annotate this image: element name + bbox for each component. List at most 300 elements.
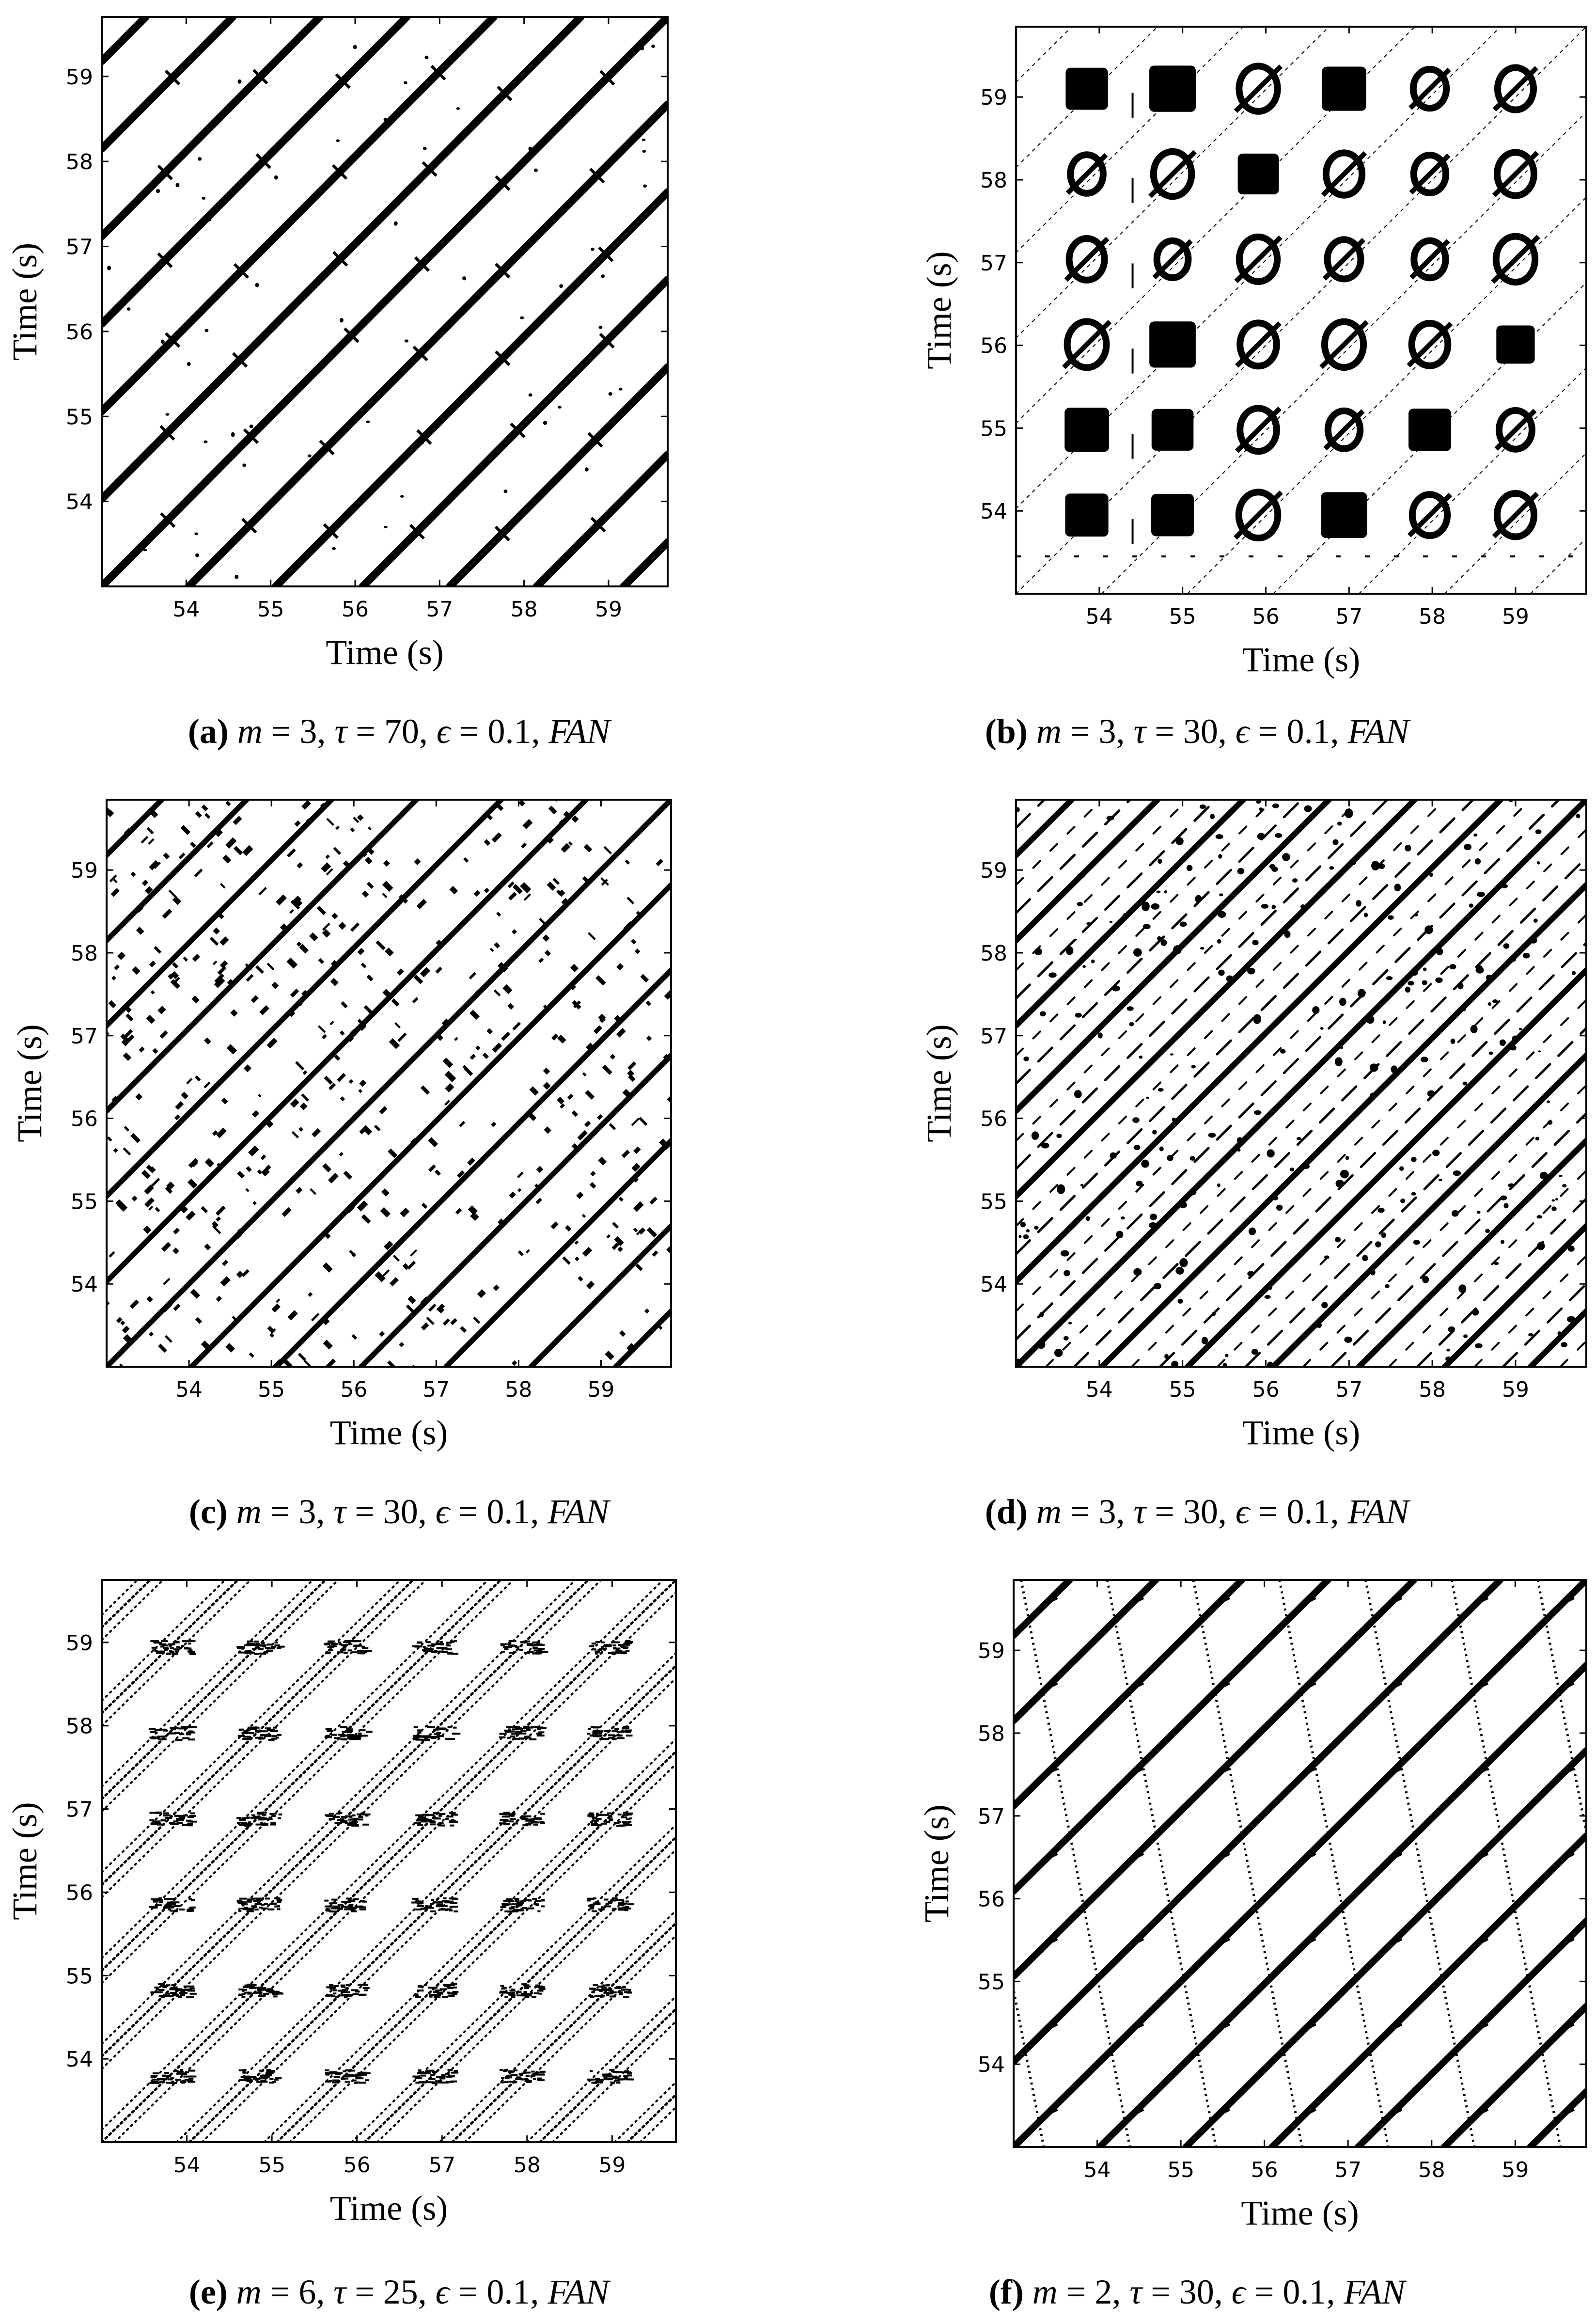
recurrence-point bbox=[1152, 1130, 1157, 1135]
recurrence-point bbox=[1082, 965, 1086, 968]
y-tick-label: 56 bbox=[71, 1106, 98, 1132]
x-tick-label: 59 bbox=[1502, 2158, 1529, 2182]
recurrence-dot bbox=[538, 2074, 545, 2076]
recurrence-fragment bbox=[146, 1015, 156, 1024]
recurrence-point bbox=[1358, 989, 1365, 997]
recurrence-point bbox=[1210, 814, 1215, 819]
recurrence-dot bbox=[595, 1995, 598, 1997]
recurrence-point bbox=[1272, 804, 1279, 808]
isolated-point bbox=[195, 553, 199, 557]
recurrence-dot bbox=[591, 1991, 595, 1993]
y-axis-label: Time (s) bbox=[920, 1024, 958, 1142]
recurrence-fragment bbox=[572, 1110, 579, 1117]
recurrence-point bbox=[1284, 931, 1290, 938]
recurrence-fragment bbox=[494, 989, 501, 996]
recurrence-dot bbox=[541, 1905, 545, 1907]
recurrence-dot bbox=[272, 2081, 276, 2083]
recurrence-dot bbox=[414, 1993, 418, 1995]
recurrence-fragment bbox=[575, 1257, 579, 1262]
recurrence-dot bbox=[351, 1909, 355, 1910]
recurrence-fragment bbox=[130, 1299, 139, 1309]
recurrence-point bbox=[1312, 1006, 1319, 1014]
recurrence-point bbox=[1400, 1199, 1405, 1203]
recurrence-dot bbox=[355, 1736, 361, 1738]
recurrence-fragment bbox=[181, 825, 190, 835]
recurrence-fragment bbox=[301, 800, 311, 810]
panel-b bbox=[798, 0, 1596, 775]
recurrence-dot bbox=[335, 2073, 341, 2075]
recurrence-dot bbox=[624, 1989, 628, 1990]
recurrence-dot bbox=[183, 1815, 188, 1816]
recurrence-fragment bbox=[186, 1211, 195, 1220]
recurrence-point bbox=[1037, 1341, 1045, 1349]
recurrence-fragment bbox=[205, 1158, 214, 1167]
recurrence-dot bbox=[362, 1647, 368, 1649]
recurrence-fragment bbox=[646, 1000, 652, 1006]
recurrence-dot bbox=[190, 1726, 195, 1728]
recurrence-dot bbox=[247, 1901, 251, 1903]
x-axis-label: Time (s) bbox=[329, 2189, 448, 2227]
recurrence-fragment bbox=[627, 1070, 634, 1077]
recurrence-fragment bbox=[323, 1263, 333, 1273]
recurrence-dot bbox=[432, 2082, 438, 2084]
recurrence-dot bbox=[325, 2069, 329, 2071]
isolated-point bbox=[202, 197, 205, 200]
recurrence-fragment bbox=[358, 1089, 362, 1093]
recurrence-point bbox=[1528, 1333, 1533, 1337]
recurrence-dot bbox=[500, 2082, 504, 2084]
recurrence-fragment bbox=[276, 895, 287, 906]
recurrence-dot bbox=[342, 1989, 348, 1991]
recurrence-dot bbox=[613, 1648, 620, 1650]
recurrence-dot bbox=[503, 1823, 510, 1825]
recurrence-fragment bbox=[204, 1244, 211, 1250]
recurrence-fragment bbox=[175, 1101, 184, 1110]
recurrence-dot bbox=[601, 1814, 609, 1816]
recurrence-dot bbox=[537, 1989, 543, 1991]
recurrence-dot bbox=[189, 1640, 195, 1642]
caption-tau: τ bbox=[1129, 2273, 1142, 2311]
recurrence-fragment bbox=[330, 978, 339, 986]
recurrence-dot bbox=[437, 1643, 440, 1645]
recurrence-fragment bbox=[616, 1028, 626, 1038]
recurrence-block bbox=[1322, 67, 1366, 111]
recurrence-point bbox=[1332, 839, 1338, 845]
recurrence-point bbox=[1464, 844, 1471, 850]
recurrence-fragment bbox=[225, 837, 236, 849]
recurrence-fragment bbox=[296, 1187, 302, 1194]
recurrence-dot bbox=[156, 1988, 159, 1990]
recurrence-block bbox=[1238, 154, 1279, 194]
recurrence-dot bbox=[241, 1993, 245, 1995]
recurrence-fragment bbox=[560, 1104, 565, 1109]
recurrence-point bbox=[1190, 1156, 1195, 1161]
recurrence-dot bbox=[274, 1897, 281, 1899]
recurrence-point bbox=[1448, 1326, 1455, 1332]
recurrence-dot bbox=[184, 1986, 190, 1988]
recurrence-fragment bbox=[139, 1046, 144, 1052]
recurrence-dot bbox=[626, 1824, 631, 1826]
recurrence-dot bbox=[349, 1822, 356, 1824]
recurrence-dot bbox=[427, 1644, 433, 1646]
recurrence-line bbox=[1014, 1580, 1586, 2147]
recurrence-dot bbox=[537, 1735, 545, 1737]
recurrence-dot bbox=[511, 1996, 516, 1998]
recurrence-fragment bbox=[374, 1125, 380, 1131]
recurrence-fragment bbox=[390, 1277, 399, 1286]
recurrence-fragment bbox=[644, 1309, 650, 1314]
isolated-point bbox=[456, 107, 460, 110]
recurrence-point bbox=[1061, 1250, 1069, 1257]
recurrence-fragment bbox=[605, 1351, 614, 1360]
recurrence-fragment bbox=[162, 909, 172, 919]
recurrence-dot bbox=[626, 1735, 632, 1737]
recurrence-dot bbox=[243, 2069, 247, 2071]
caption-label: (f) bbox=[988, 2273, 1024, 2311]
recurrence-fragment bbox=[192, 954, 200, 962]
caption-tau: τ bbox=[334, 712, 347, 751]
caption-b: (b) m = 3, τ = 30, ϵ = 0.1, FAN bbox=[985, 712, 1409, 751]
recurrence-dot bbox=[344, 2081, 350, 2083]
recurrence-fragment bbox=[507, 1003, 514, 1010]
recurrence-point bbox=[1408, 981, 1414, 986]
recurrence-fragment bbox=[454, 1037, 458, 1041]
recurrence-point bbox=[1535, 829, 1542, 834]
recurrence-dot bbox=[621, 1816, 627, 1818]
recurrence-dot bbox=[451, 2072, 458, 2074]
recurrence-dotted-line bbox=[102, 1580, 250, 1726]
recurrence-secondary-line bbox=[1046, 829, 1586, 1367]
recurrence-fragment bbox=[627, 1061, 636, 1070]
recurrence-dot bbox=[349, 2075, 353, 2077]
recurrence-dot bbox=[525, 1652, 528, 1654]
caption-m-value: 3 bbox=[298, 1492, 316, 1531]
recurrence-point bbox=[1370, 1093, 1375, 1099]
recurrence-dot bbox=[454, 1910, 458, 1912]
isolated-point bbox=[404, 81, 407, 84]
caption-tau-value: 30 bbox=[1179, 2273, 1214, 2311]
recurrence-point bbox=[1173, 945, 1182, 954]
recurrence-fragment bbox=[333, 847, 341, 855]
recurrence-point bbox=[1537, 1242, 1545, 1250]
recurrence-dot bbox=[176, 2073, 181, 2075]
recurrence-dot bbox=[414, 1726, 418, 1728]
recurrence-fragment bbox=[542, 934, 549, 942]
recurrence-dot bbox=[609, 1990, 614, 1992]
recurrence-dot bbox=[357, 1650, 364, 1652]
recurrence-dot bbox=[335, 1996, 339, 1998]
recurrence-point bbox=[1237, 1148, 1240, 1152]
caption-m: m bbox=[236, 1492, 262, 1531]
recurrence-point bbox=[1132, 1117, 1140, 1123]
recurrence-fragment bbox=[622, 1150, 630, 1158]
recurrence-fragment bbox=[602, 1065, 612, 1075]
recurrence-dot bbox=[501, 1644, 505, 1646]
recurrence-dot bbox=[243, 1823, 250, 1825]
recurrence-dot bbox=[439, 2077, 446, 2079]
recurrence-fragment bbox=[165, 1335, 172, 1343]
recurrence-fragment bbox=[585, 1090, 595, 1100]
recurrence-dot bbox=[430, 1907, 434, 1909]
y-tick-label: 58 bbox=[66, 1714, 93, 1739]
recurrence-fragment bbox=[469, 1010, 480, 1020]
recurrence-line bbox=[1186, 1751, 1586, 2147]
recurrence-fragment bbox=[383, 860, 390, 867]
recurrence-dot bbox=[424, 1984, 427, 1986]
isolated-point bbox=[366, 421, 370, 424]
recurrence-dot bbox=[438, 1647, 443, 1649]
recurrence-fragment bbox=[288, 1310, 298, 1320]
recurrence-fragment bbox=[132, 1196, 138, 1201]
recurrence-dot bbox=[266, 2072, 273, 2074]
recurrence-fragment bbox=[364, 1005, 374, 1015]
recurrence-dot bbox=[260, 1734, 267, 1736]
recurrence-dot bbox=[255, 2079, 259, 2081]
recurrence-fragment bbox=[192, 995, 200, 1004]
recurrence-fragment bbox=[123, 1147, 131, 1155]
recurrence-point bbox=[1562, 1184, 1566, 1187]
caption-label: (b) bbox=[985, 712, 1028, 751]
recurrence-point bbox=[1261, 904, 1268, 909]
recurrence-point bbox=[1436, 948, 1443, 955]
recurrence-dot bbox=[526, 2075, 530, 2077]
recurrence-dot bbox=[428, 2078, 434, 2080]
recurrence-dot bbox=[433, 1987, 438, 1989]
recurrence-dot bbox=[239, 1898, 247, 1900]
recurrence-dotted-line bbox=[527, 1996, 676, 2142]
recurrence-dot bbox=[352, 1651, 358, 1653]
recurrence-point bbox=[1510, 1045, 1516, 1050]
recurrence-fragment bbox=[399, 1342, 404, 1347]
recurrence-dot bbox=[592, 1910, 597, 1912]
recurrence-dot bbox=[509, 1813, 512, 1815]
recurrence-dot bbox=[241, 2076, 246, 2078]
recurrence-fragment bbox=[213, 961, 218, 965]
recurrence-block bbox=[1065, 68, 1108, 110]
recurrence-fragment bbox=[216, 1128, 227, 1138]
recurrence-point bbox=[1452, 1210, 1458, 1217]
recurrence-dot bbox=[325, 1906, 330, 1908]
recurrence-point bbox=[1141, 1160, 1149, 1168]
recurrence-dot bbox=[188, 1824, 193, 1826]
recurrence-point bbox=[1523, 953, 1530, 959]
recurrence-fragment bbox=[186, 1078, 192, 1084]
recurrence-dot bbox=[366, 1731, 373, 1733]
recurrence-fragment bbox=[339, 1152, 344, 1156]
recurrence-dot bbox=[604, 1905, 611, 1907]
recurrence-fragment bbox=[163, 853, 170, 859]
recurrence-dot bbox=[178, 1727, 184, 1729]
recurrence-dot bbox=[189, 1988, 194, 1989]
caption-eps-value: 0.1 bbox=[1283, 2273, 1327, 2311]
recurrence-dot bbox=[188, 1738, 195, 1740]
recurrence-dot bbox=[351, 1824, 359, 1826]
recurrence-dot bbox=[538, 1648, 545, 1650]
recurrence-secondary-line bbox=[1016, 800, 1387, 1169]
recurrence-dot bbox=[512, 1903, 516, 1905]
recurrence-dot bbox=[596, 1813, 599, 1815]
recurrence-dot bbox=[161, 1640, 168, 1642]
recurrence-fragment bbox=[251, 995, 259, 1003]
recurrence-dot bbox=[595, 1989, 600, 1990]
y-tick-label: 58 bbox=[980, 168, 1007, 193]
recurrence-point bbox=[1151, 903, 1159, 910]
recurrence-dot bbox=[345, 1730, 351, 1732]
recurrence-dot bbox=[609, 1819, 613, 1821]
recurrence-point bbox=[1453, 1170, 1461, 1176]
recurrence-dot bbox=[528, 1994, 532, 1996]
recurrence-point bbox=[1561, 1342, 1567, 1347]
recurrence-dot bbox=[590, 2070, 593, 2072]
recurrence-point bbox=[1123, 913, 1128, 919]
recurrence-dot bbox=[246, 2080, 251, 2082]
recurrence-point bbox=[1572, 971, 1576, 975]
recurrence-point bbox=[1345, 808, 1353, 818]
isolated-point bbox=[340, 318, 344, 322]
recurrence-dot bbox=[244, 1907, 248, 1909]
recurrence-point bbox=[1337, 821, 1342, 825]
recurrence-dot bbox=[164, 2078, 168, 2080]
recurrence-fragment bbox=[617, 1247, 623, 1252]
recurrence-plot-e bbox=[0, 1561, 798, 2239]
recurrence-fragment bbox=[567, 1094, 574, 1100]
recurrence-point bbox=[1340, 1046, 1343, 1049]
recurrence-dot bbox=[509, 1640, 516, 1642]
recurrence-point bbox=[1463, 1082, 1468, 1086]
recurrence-dot bbox=[152, 1647, 157, 1649]
recurrence-dot bbox=[333, 2076, 340, 2078]
recurrence-fragment bbox=[190, 842, 196, 848]
recurrence-fragment bbox=[249, 1352, 254, 1358]
recurrence-point bbox=[1133, 1268, 1142, 1276]
recurrence-fragment bbox=[117, 952, 125, 960]
isolated-point bbox=[601, 274, 605, 278]
recurrence-dot bbox=[360, 1909, 366, 1910]
recurrence-dot bbox=[538, 1993, 542, 1995]
recurrence-dot bbox=[242, 2072, 246, 2074]
recurrence-dot bbox=[237, 1647, 244, 1649]
isolated-point bbox=[353, 45, 357, 49]
recurrence-dot bbox=[329, 1902, 334, 1904]
recurrence-dot bbox=[264, 1903, 268, 1905]
y-tick-label: 55 bbox=[66, 1964, 93, 1989]
recurrence-fragment bbox=[543, 1068, 550, 1075]
recurrence-dot bbox=[332, 2082, 338, 2084]
recurrence-dot bbox=[587, 1815, 593, 1816]
recurrence-dotted-line bbox=[102, 1580, 338, 1812]
recurrence-dot bbox=[430, 1910, 436, 1912]
caption-eps-value: 0.1 bbox=[486, 2273, 531, 2311]
recurrence-point bbox=[1411, 1192, 1416, 1196]
recurrence-dot bbox=[364, 1989, 368, 1991]
y-tick-label: 54 bbox=[980, 1272, 1007, 1297]
recurrence-dotted-line bbox=[102, 1580, 326, 1799]
x-tick-label: 59 bbox=[1502, 604, 1529, 629]
recurrence-dot bbox=[622, 1727, 629, 1729]
recurrence-fragment bbox=[311, 1313, 320, 1322]
recurrence-point bbox=[1098, 1032, 1103, 1038]
recurrence-marks bbox=[102, 17, 699, 586]
isolated-point bbox=[405, 339, 408, 342]
recurrence-dot bbox=[452, 1987, 457, 1989]
recurrence-dot bbox=[237, 1822, 240, 1824]
recurrence-dot bbox=[190, 1986, 194, 1988]
recurrence-dot bbox=[345, 1994, 351, 1996]
recurrence-dot bbox=[592, 1648, 596, 1650]
recurrence-point bbox=[1567, 1316, 1575, 1322]
recurrence-dot bbox=[350, 1818, 358, 1820]
recurrence-point bbox=[1292, 878, 1298, 883]
recurrence-dot bbox=[343, 1646, 346, 1648]
recurrence-fragment bbox=[194, 868, 203, 877]
caption-c: (c) m = 3, τ = 30, ϵ = 0.1, FAN bbox=[188, 1492, 610, 1531]
recurrence-fragment bbox=[123, 1052, 132, 1061]
recurrence-fragment bbox=[612, 1222, 619, 1229]
recurrence-point bbox=[1074, 939, 1077, 941]
recurrence-point bbox=[1216, 834, 1223, 839]
recurrence-fragment bbox=[246, 974, 254, 982]
recurrence-dot bbox=[447, 1644, 451, 1646]
recurrence-point bbox=[1446, 1349, 1450, 1352]
recurrence-dot bbox=[529, 1738, 536, 1740]
recurrence-fragment bbox=[570, 964, 579, 972]
recurrence-dot bbox=[361, 1729, 366, 1731]
recurrence-point bbox=[1272, 1196, 1278, 1200]
recurrence-dot bbox=[190, 1821, 197, 1823]
recurrence-dot bbox=[436, 1996, 440, 1998]
isolated-point bbox=[503, 489, 507, 493]
recurrence-dot bbox=[347, 1649, 352, 1651]
recurrence-dot bbox=[360, 1652, 365, 1654]
recurrence-plot-a bbox=[0, 0, 798, 679]
isolated-point bbox=[332, 547, 336, 550]
isolated-point bbox=[274, 175, 278, 180]
recurrence-dot bbox=[513, 1651, 516, 1653]
recurrence-fragment bbox=[597, 1114, 603, 1120]
recurrence-fragment bbox=[646, 1036, 652, 1041]
recurrence-fragment bbox=[290, 989, 299, 997]
recurrence-dot bbox=[441, 1905, 444, 1907]
caption-method: FAN bbox=[548, 2273, 610, 2311]
recurrence-dot bbox=[612, 1908, 617, 1910]
y-tick-label: 55 bbox=[980, 416, 1007, 442]
caption-method: FAN bbox=[548, 712, 610, 751]
recurrence-point bbox=[1473, 834, 1477, 837]
recurrence-dot bbox=[273, 1995, 278, 1997]
recurrence-dot bbox=[278, 1817, 281, 1819]
recurrence-point bbox=[1200, 947, 1205, 949]
recurrence-point bbox=[1551, 1206, 1557, 1211]
recurrence-point bbox=[1344, 1337, 1352, 1343]
recurrence-dot bbox=[158, 1897, 162, 1899]
recurrence-fragment bbox=[604, 846, 612, 854]
recurrence-dot bbox=[504, 2081, 508, 2083]
recurrence-dot bbox=[338, 1642, 341, 1643]
recurrence-dotted-line bbox=[452, 1923, 676, 2142]
recurrence-line bbox=[1016, 800, 1243, 1026]
recurrence-dot bbox=[417, 1645, 422, 1647]
recurrence-dot bbox=[516, 1902, 524, 1904]
recurrence-fragment bbox=[656, 859, 663, 867]
recurrence-dot bbox=[448, 2069, 453, 2071]
caption-m-value: 6 bbox=[298, 2273, 316, 2311]
recurrence-point bbox=[1557, 1331, 1561, 1335]
recurrence-dot bbox=[525, 1899, 531, 1901]
recurrence-fragment bbox=[539, 918, 547, 926]
recurrence-block bbox=[1408, 409, 1451, 451]
recurrence-dot bbox=[360, 2072, 365, 2074]
recurrence-fragment bbox=[248, 1146, 259, 1156]
